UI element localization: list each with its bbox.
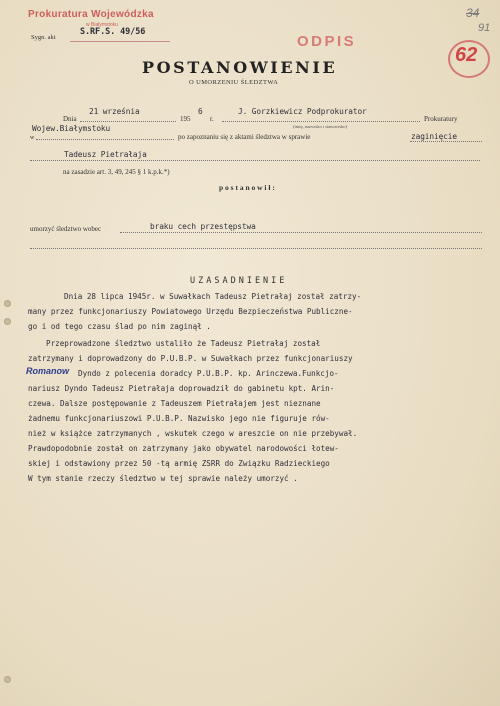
day-label: Dnia [63, 115, 77, 123]
year-prefix: 195 [180, 115, 191, 123]
justification-line: Przeprowadzone śledztwo ustaliło że Tadeusz Pietrałaj został [46, 339, 321, 348]
legal-basis: na zasadzie art. 3, 49, 245 § 1 k.p.k.*) [63, 168, 170, 176]
punch-hole [4, 300, 11, 307]
copy-stamp: ODPIS [297, 33, 357, 50]
year-digit: 6 [198, 107, 203, 116]
justification-line: żadnemu funkcjonariuszowi P.U.B.P. Nazwisko jego nie figuruje rów- [28, 414, 330, 423]
date-value: 21 września [89, 107, 140, 116]
circled-number: 62 [455, 44, 478, 66]
document-subtitle: O UMORZENIU ŚLEDZTWA [189, 79, 279, 86]
handwritten-name: Romanow [26, 366, 70, 376]
justification-line: many przez funkcjonariuszy Powiatowego Urzędu Bezpieczeństwa Publiczne- [28, 307, 353, 316]
page-number: 91 [478, 22, 491, 34]
document-title: POSTANOWIENIE [142, 58, 338, 77]
blank-line [30, 248, 482, 249]
w-label: w [30, 135, 35, 141]
discontinue-label: umorzyć śledztwo wobec [30, 225, 102, 233]
subject-name: Tadeusz Pietrałaja [64, 150, 147, 159]
discontinue-reason: braku cech przestępstwa [150, 222, 256, 231]
decided-label: p o s t a n o w i ł : [219, 183, 275, 192]
office-value: Wojew.Białymstoku [32, 124, 111, 133]
justification-line: nież w książce zatrzymanych , wskutek czego w areszcie on nie przebywał. [28, 429, 358, 438]
prokuratury-label: Prokuratury [424, 115, 458, 123]
justification-line: W tym stanie rzeczy śledztwo w tej sprawie należy umorzyć . [28, 474, 298, 483]
subject-line [30, 160, 480, 161]
official-line [222, 121, 420, 122]
official-caption: (imię, nazwisko i stanowisko) [293, 124, 347, 129]
year-suffix: r. [210, 115, 214, 123]
reason-line [120, 232, 482, 233]
office-stamp-line2: w Białymstoku [86, 22, 118, 28]
justification-line: czewa. Dalsze postępowanie z Tadeuszem Pietrałajem jest nieznane [28, 399, 321, 408]
date-line [80, 121, 176, 122]
after-review-text: po zapoznaniu się z aktami śledztwa w sprawie [178, 133, 311, 141]
justification-heading: UZASADNIENIE [190, 276, 288, 286]
case-word: zaginięcie [411, 132, 457, 141]
case-line [410, 141, 482, 142]
justification-line: Prawdopodobnie został on zatrzymany jako obywatel narodowości łotew- [28, 444, 339, 453]
sygn-underline [70, 40, 170, 42]
justification-line: nariusz Dyndo Tadeusz Pietrałaja doprowadził do gabinetu kpt. Arin- [28, 384, 335, 393]
office-stamp-line1: Prokuratura Wojewódzka [28, 9, 154, 20]
punch-hole [4, 676, 11, 683]
official-name: J. Gorzkiewicz Podprokurator [238, 107, 367, 116]
office-line [36, 139, 174, 140]
page-number-crossed: 34 [466, 6, 480, 20]
justification-line: zatrzymany i doprowadzony do P.U.B.P. w Suwałkach przez funkcjonariuszy [28, 354, 353, 363]
sygn-label: Sygn. akt [31, 34, 56, 41]
sygn-value: S.RF.S. 49/56 [80, 27, 146, 37]
justification-line: go i od tego czasu ślad po nim zaginął . [28, 322, 211, 331]
justification-line: Dnia 28 lipca 1945r. w Suwałkach Tadeusz Pietrałaj został zatrzy- [64, 292, 362, 301]
justification-line: skiej i odstawiony przez 50 -tą armię ZSRR do Związku Radzieckiego [28, 459, 330, 468]
punch-hole [4, 318, 11, 325]
justification-line: Dyndo z polecenia doradcy P.U.B.P. kp. Arinczewa.Funkcjo- [78, 369, 339, 378]
